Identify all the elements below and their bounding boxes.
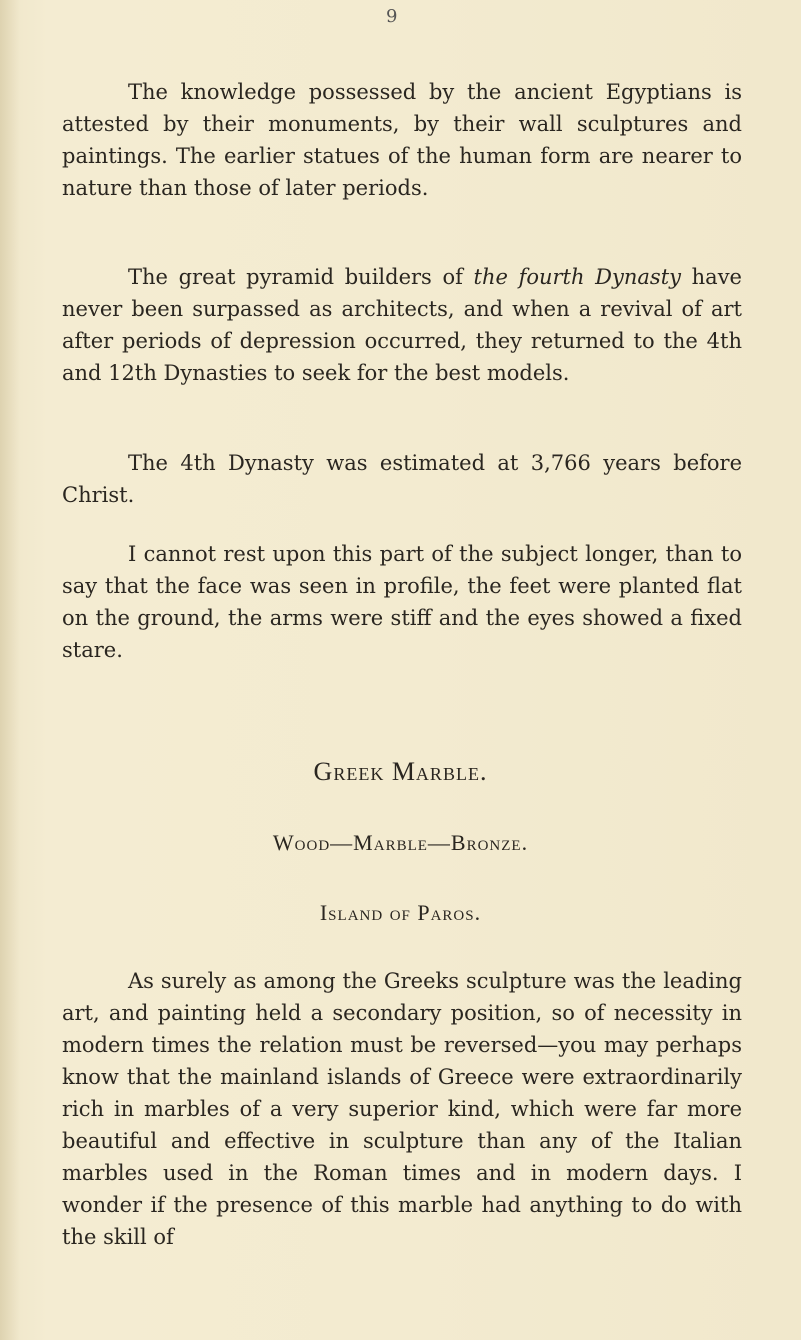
paragraph-profile-description [62,538,742,666]
section-title-greek-marble: Greek Marble. [313,757,488,786]
paragraph-greek-sculpture [62,965,742,1253]
paragraph-text: As surely as among the Greeks sculpture was the leading art, and painting held a secondary position, so of necessity in modern times the relation must be reversed—you may perhaps know that the mainland islands of Greece were extraordinarily rich in marbles of a very superior kind, which were far more beautiful and effective in sculpture than any of the Italian marbles used in the Roman times and in modern days. I wonder if the presence of this marble had anything to do with the skill of [62,969,742,1249]
paragraph-pyramid-builders [62,261,742,389]
paragraph-dynasty-date [62,447,742,511]
paragraph-text: The 4th Dynasty was estimated at 3,766 years before Christ. [62,451,742,507]
italic-phrase: the fourth Dynasty [473,265,681,289]
paragraph-text [62,261,742,389]
section-subtitle-materials: Wood—Marble—Bronze. [272,830,529,855]
paragraph-text-start: The great pyramid builders of [128,265,474,289]
page-number: 9 [386,6,398,27]
paragraph-text: I cannot rest upon this part of the subject longer, than to say that the face was seen in profile, the feet were planted flat on the ground, the arms were stiff and the eyes showed a fixed stare. [62,542,742,662]
page-edge-shadow [0,0,20,1340]
paragraph-egyptian-knowledge [62,76,742,204]
paragraph-text-end: have never been surpassed as architects, and when a revival of art after periods of depression occurred, they returned to the 4th and 12th Dynasties to seek for the best models. [62,265,742,385]
paragraph-text: The knowledge possessed by the ancient Egyptians is attested by their monuments, by their wall sculptures and paintings. The earlier statues of the human form are nearer to nature than those of later periods. [62,80,742,200]
section-subtitle-paros: Island of Paros. [319,900,482,925]
